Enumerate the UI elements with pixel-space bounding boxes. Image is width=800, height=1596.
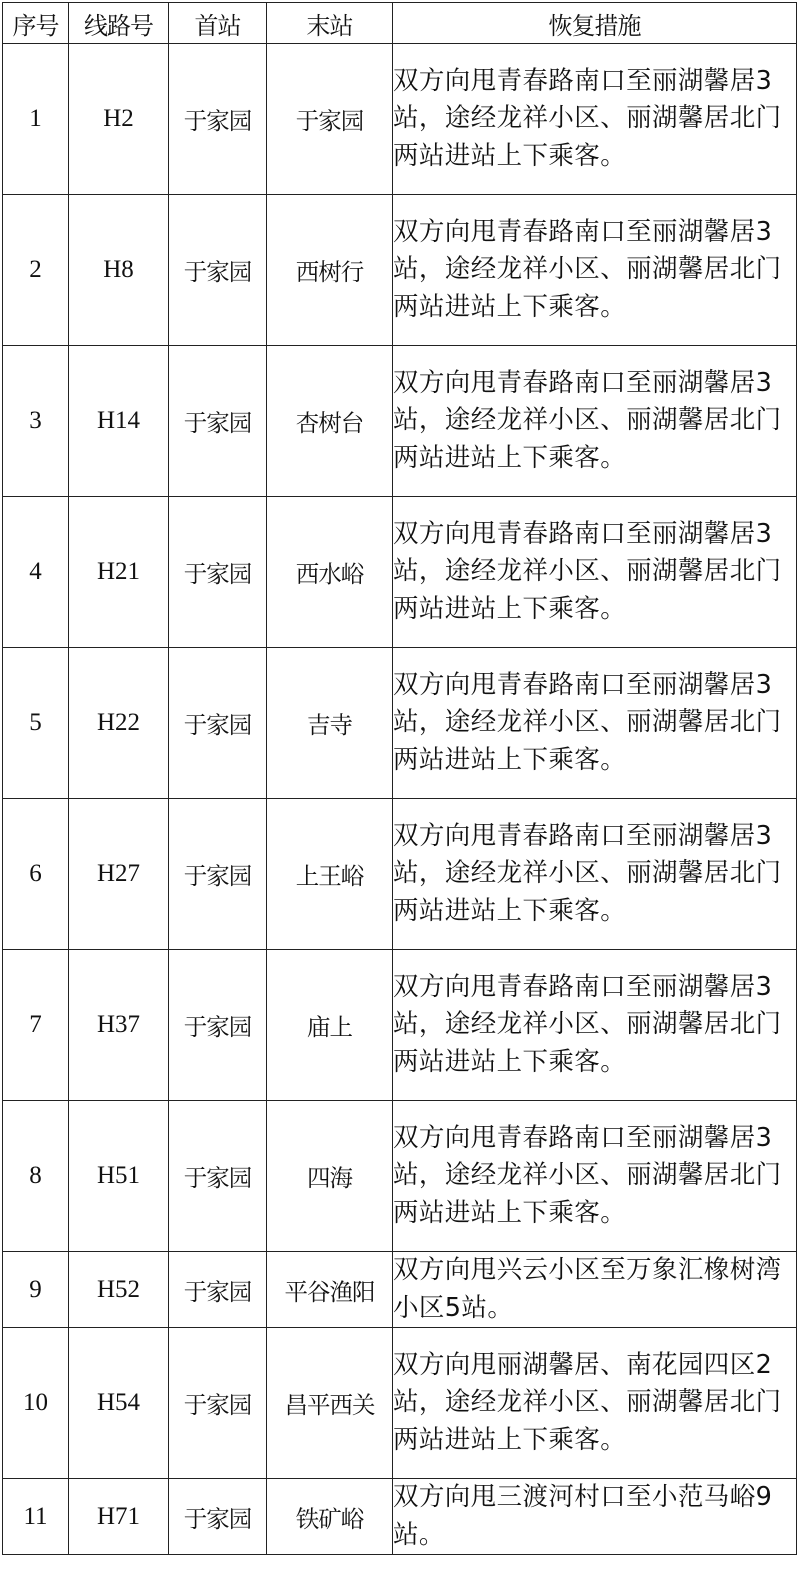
table-header-row [3, 3, 797, 44]
row-first-stop-cell: 于家园 [169, 44, 267, 195]
route-recovery-table [2, 2, 797, 1555]
row-seq-cell: 2 [3, 195, 69, 346]
row-seq-cell: 10 [3, 1328, 69, 1479]
row-measure-cell: 双方向甩青春路南口至丽湖馨居3站，途经龙祥小区、丽湖馨居北门两站进站上下乘客。 [393, 799, 797, 950]
row-first-stop-cell: 于家园 [169, 1479, 267, 1555]
row-measure-cell: 双方向甩青春路南口至丽湖馨居3站，途经龙祥小区、丽湖馨居北门两站进站上下乘客。 [393, 1101, 797, 1252]
row-measure-cell: 双方向甩青春路南口至丽湖馨居3站，途经龙祥小区、丽湖馨居北门两站进站上下乘客。 [393, 648, 797, 799]
table-row [3, 1479, 797, 1555]
row-first-stop-cell: 于家园 [169, 497, 267, 648]
row-seq-cell: 11 [3, 1479, 69, 1555]
header-line: 线路号 [69, 3, 169, 44]
table-row [3, 195, 797, 346]
header-last-stop: 末站 [267, 3, 393, 44]
row-last-stop-cell: 于家园 [267, 44, 393, 195]
row-seq-cell: 3 [3, 346, 69, 497]
row-last-stop-cell: 上王峪 [267, 799, 393, 950]
row-last-stop-cell: 杏树台 [267, 346, 393, 497]
row-measure-cell: 双方向甩青春路南口至丽湖馨居3站，途经龙祥小区、丽湖馨居北门两站进站上下乘客。 [393, 44, 797, 195]
row-last-stop-cell: 平谷渔阳 [267, 1252, 393, 1328]
row-last-stop-cell: 庙上 [267, 950, 393, 1101]
row-last-stop-cell: 西树行 [267, 195, 393, 346]
row-line-cell: H21 [69, 497, 169, 648]
row-measure-cell: 双方向甩三渡河村口至小范马峪9站。 [393, 1479, 797, 1555]
row-seq-cell: 9 [3, 1252, 69, 1328]
row-line-cell: H14 [69, 346, 169, 497]
table-row [3, 1328, 797, 1479]
row-line-cell: H51 [69, 1101, 169, 1252]
row-line-cell: H8 [69, 195, 169, 346]
row-measure-cell: 双方向甩青春路南口至丽湖馨居3站，途经龙祥小区、丽湖馨居北门两站进站上下乘客。 [393, 950, 797, 1101]
table-row [3, 950, 797, 1101]
row-first-stop-cell: 于家园 [169, 346, 267, 497]
row-seq-cell: 1 [3, 44, 69, 195]
row-first-stop-cell: 于家园 [169, 799, 267, 950]
row-first-stop-cell: 于家园 [169, 195, 267, 346]
table-row [3, 346, 797, 497]
row-measure-cell: 双方向甩兴云小区至万象汇橡树湾小区5站。 [393, 1252, 797, 1328]
row-first-stop-cell: 于家园 [169, 1252, 267, 1328]
row-measure-cell: 双方向甩青春路南口至丽湖馨居3站，途经龙祥小区、丽湖馨居北门两站进站上下乘客。 [393, 346, 797, 497]
table-row [3, 1101, 797, 1252]
table-body [3, 44, 797, 1555]
row-last-stop-cell: 西水峪 [267, 497, 393, 648]
row-line-cell: H22 [69, 648, 169, 799]
row-line-cell: H52 [69, 1252, 169, 1328]
table-row [3, 1252, 797, 1328]
row-line-cell: H37 [69, 950, 169, 1101]
row-first-stop-cell: 于家园 [169, 648, 267, 799]
table-row [3, 648, 797, 799]
row-first-stop-cell: 于家园 [169, 1328, 267, 1479]
row-last-stop-cell: 吉寺 [267, 648, 393, 799]
row-seq-cell: 5 [3, 648, 69, 799]
table-row [3, 799, 797, 950]
row-measure-cell: 双方向甩青春路南口至丽湖馨居3站，途经龙祥小区、丽湖馨居北门两站进站上下乘客。 [393, 497, 797, 648]
row-measure-cell: 双方向甩丽湖馨居、南花园四区2站，途经龙祥小区、丽湖馨居北门两站进站上下乘客。 [393, 1328, 797, 1479]
row-measure-cell: 双方向甩青春路南口至丽湖馨居3站，途经龙祥小区、丽湖馨居北门两站进站上下乘客。 [393, 195, 797, 346]
header-seq: 序号 [3, 3, 69, 44]
row-last-stop-cell: 铁矿峪 [267, 1479, 393, 1555]
row-first-stop-cell: 于家园 [169, 1101, 267, 1252]
header-measure: 恢复措施 [393, 3, 797, 44]
row-seq-cell: 7 [3, 950, 69, 1101]
row-seq-cell: 8 [3, 1101, 69, 1252]
row-line-cell: H54 [69, 1328, 169, 1479]
table-row [3, 497, 797, 648]
row-seq-cell: 4 [3, 497, 69, 648]
row-line-cell: H2 [69, 44, 169, 195]
row-first-stop-cell: 于家园 [169, 950, 267, 1101]
row-seq-cell: 6 [3, 799, 69, 950]
row-line-cell: H71 [69, 1479, 169, 1555]
table-row [3, 44, 797, 195]
row-line-cell: H27 [69, 799, 169, 950]
row-last-stop-cell: 昌平西关 [267, 1328, 393, 1479]
row-last-stop-cell: 四海 [267, 1101, 393, 1252]
header-first-stop: 首站 [169, 3, 267, 44]
